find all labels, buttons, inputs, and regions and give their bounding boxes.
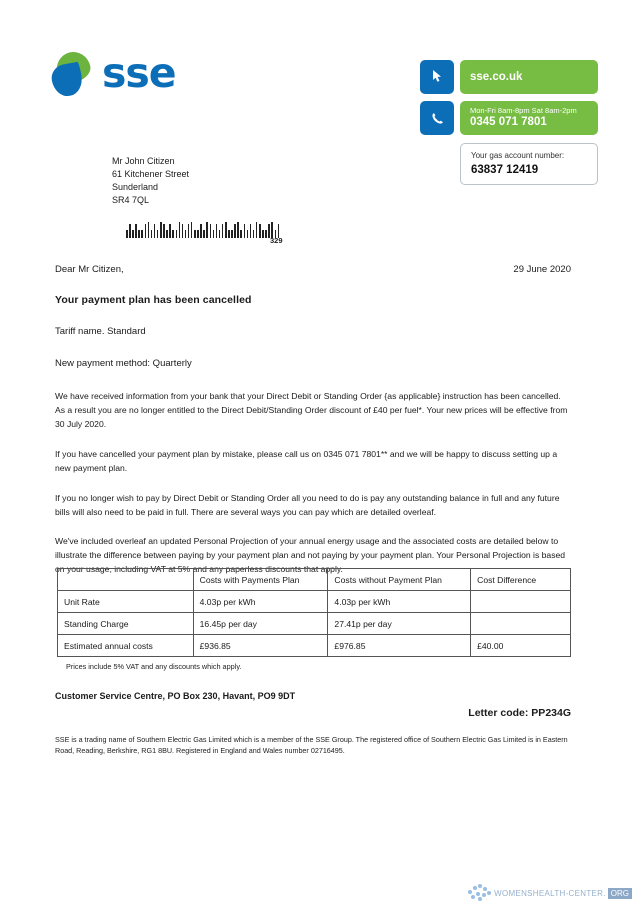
- body-paragraph: If you no longer wish to pay by Direct Debit or Standing Order all you need to do is pay any outstanding balance in full and any future bills will also need to be paid in full. There are several ways you can pay which are detailed overleaf.: [55, 492, 560, 517]
- phone-icon: [420, 101, 454, 135]
- address-line-1: Mr John Citizen: [112, 156, 175, 166]
- account-number-label: Your gas account number:: [471, 151, 565, 160]
- table-header-row: [58, 569, 571, 591]
- watermark: [468, 884, 632, 902]
- watermark-logo-icon: [468, 884, 490, 902]
- salutation: Dear Mr Citizen,: [55, 264, 124, 275]
- table-cell: [471, 613, 571, 635]
- letter-body: [55, 264, 571, 593]
- table-cell: [471, 591, 571, 613]
- sse-logo: [52, 50, 176, 96]
- body-paragraph: If you have cancelled your payment plan by mistake, please call us on 0345 071 7801** and we will be happy to discuss setting up a new payment plan.: [55, 448, 558, 473]
- table-cell: 27.41p per day: [328, 613, 471, 635]
- legal-text: SSE is a trading name of Southern Electric Gas Limited which is a member of the SSE Group. The registered office of Southern Electric Gas Limited is in Eastern Road, Reading, Berkshire, RG1 8BU. Registered in England and Wales number 02716495.: [55, 735, 568, 756]
- postal-barcode: [126, 222, 281, 238]
- table-cell: Estimated annual costs: [58, 635, 194, 657]
- table-cell: £936.85: [193, 635, 328, 657]
- letter-code: Letter code: PP234G: [468, 707, 571, 719]
- address-line-4: SR4 7QL: [112, 195, 150, 206]
- table-cell: 4.03p per kWh: [193, 591, 328, 613]
- table-row: [58, 591, 571, 613]
- customer-service-address: Customer Service Centre, PO Box 230, Havant, PO9 9DT: [55, 691, 296, 701]
- table-header-cell: Costs without Payment Plan: [328, 569, 471, 591]
- watermark-text: WOMENSHEALTH-CENTER.: [494, 888, 606, 898]
- table-note: Prices include 5% VAT and any discounts which apply.: [66, 662, 242, 671]
- table-cell: £40.00: [471, 635, 571, 657]
- tariff-name: Tariff name. Standard: [55, 326, 146, 337]
- contact-block: [420, 60, 598, 185]
- table-header-cell: Costs with Payments Plan: [193, 569, 328, 591]
- payment-method: New payment method: Quarterly: [55, 358, 192, 369]
- costs-table: [57, 568, 571, 657]
- watermark-suffix: ORG: [608, 888, 632, 899]
- opening-hours: Mon-Fri 8am-8pm Sat 8am-2pm: [470, 106, 577, 116]
- phone-pill[interactable]: [460, 101, 598, 135]
- page-title: Your payment plan has been cancelled: [55, 294, 252, 306]
- barcode-number: 329: [270, 236, 283, 245]
- cursor-icon: [420, 60, 454, 94]
- recipient-address: [112, 155, 189, 207]
- letter-date: 29 June 2020: [513, 264, 571, 275]
- phone-number: 0345 071 7801: [470, 116, 547, 129]
- sse-logo-mark-icon: [52, 50, 94, 96]
- table-cell: £976.85: [328, 635, 471, 657]
- body-paragraph: We have received information from your bank that your Direct Debit or Standing Order {as applicable} instruction has been cancelled. As a result you are no longer entitled to the Direct Debit/Standing Order discount of £40 per fuel*. Your new prices will be effective from 30 July 2020.: [55, 391, 568, 429]
- sse-logo-text: sse: [102, 48, 176, 97]
- address-line-2: 61 Kitchener Street: [112, 169, 190, 180]
- account-number-value: 63837 12419: [471, 164, 539, 177]
- account-number-box: [460, 143, 598, 185]
- address-line-3: Sunderland: [112, 182, 159, 193]
- table-cell: Standing Charge: [58, 613, 194, 635]
- table-row: [58, 613, 571, 635]
- table-header-cell: [58, 569, 194, 591]
- table-row: [58, 635, 571, 657]
- phone-row[interactable]: [420, 101, 598, 135]
- costs-table-wrap: [57, 568, 571, 671]
- salutation-row: [55, 264, 571, 275]
- table-cell: 16.45p per day: [193, 613, 328, 635]
- website-label[interactable]: sse.co.uk: [460, 60, 598, 94]
- website-row[interactable]: [420, 60, 598, 94]
- table-cell: Unit Rate: [58, 591, 194, 613]
- table-header-cell: Cost Difference: [471, 569, 571, 591]
- body-paragraph: We've included overleaf an updated Personal Projection of your annual energy usage and the associated costs are detailed below to illustrate the difference between paying by your payment plan and not paying by your payment plan. Your Personal Projection is based on your usage, including VAT at 5% and any paperless discounts that apply.: [55, 536, 566, 575]
- table-cell: 4.03p per kWh: [328, 591, 471, 613]
